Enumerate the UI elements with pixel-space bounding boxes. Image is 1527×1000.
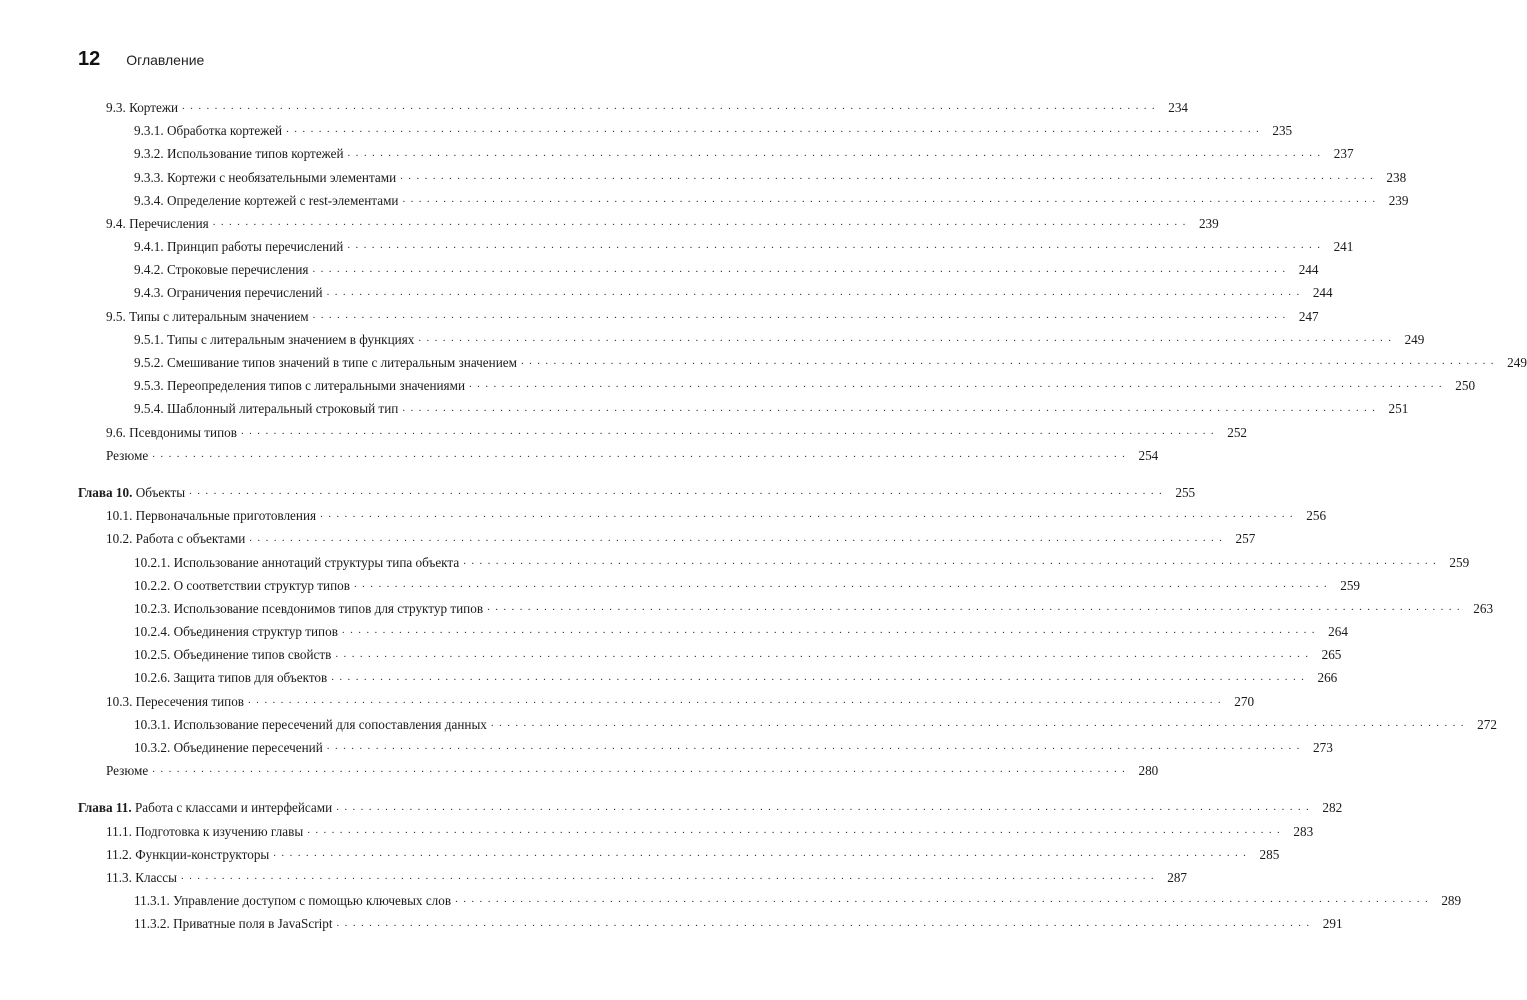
dot-leader: ........................................................................................................................ bbox=[336, 916, 1315, 929]
toc-entry[interactable] bbox=[0, 233, 1354, 256]
dot-leader: ........................................................................................................................ bbox=[490, 717, 1469, 730]
toc-entry-title: Классы bbox=[135, 869, 177, 885]
dot-leader: ........................................................................................................................ bbox=[273, 847, 1252, 859]
toc-entry-label bbox=[134, 556, 459, 569]
toc-entry-title: Функции-конструкторы bbox=[135, 846, 270, 862]
toc-entry[interactable] bbox=[0, 595, 1494, 618]
dot-leader: ........................................................................................................................ bbox=[286, 123, 1265, 136]
toc-entry[interactable] bbox=[0, 864, 1187, 887]
toc-entry-page: 255 bbox=[1175, 484, 1196, 500]
dot-leader: ........................................................................................................................ bbox=[341, 624, 1320, 637]
chapter-gap bbox=[0, 465, 708, 479]
toc-entry-label bbox=[106, 509, 316, 522]
dot-leader: ........................................................................................................................ bbox=[326, 285, 1305, 298]
toc-entry-number: 11.1. bbox=[106, 823, 132, 839]
toc-entry-title: Псевдонимы типов bbox=[129, 424, 237, 440]
toc-entry-title: Ограничения перечислений bbox=[166, 285, 323, 301]
toc-entry-label bbox=[134, 402, 398, 415]
toc-entry-title: Смешивание типов значений в типе с литеральным значением bbox=[166, 355, 517, 371]
toc-chapter-group bbox=[0, 794, 1462, 933]
toc-entry-title: Использование аннотаций структуры типа объекта bbox=[173, 554, 460, 570]
toc-entry-label bbox=[134, 917, 333, 930]
toc-entry[interactable] bbox=[0, 164, 1407, 187]
toc-entry-title: Типы с литеральным значением bbox=[129, 308, 309, 324]
page-number: 12 bbox=[78, 48, 101, 70]
toc-entry[interactable] bbox=[0, 525, 1256, 548]
toc-entry-page: 239 bbox=[1388, 192, 1409, 208]
toc-entry-page: 285 bbox=[1259, 846, 1280, 862]
dot-leader: ........................................................................................................................ bbox=[400, 169, 1379, 182]
toc-entry[interactable] bbox=[0, 734, 1333, 757]
chapter-gap bbox=[0, 780, 708, 794]
dot-leader: ........................................................................................................................ bbox=[347, 239, 1326, 252]
toc-entry-number: 9.5.3. bbox=[134, 378, 164, 394]
toc-entry-label bbox=[106, 426, 237, 439]
running-title: Оглавление bbox=[126, 52, 205, 68]
toc-entry-label bbox=[106, 101, 178, 114]
toc-entry[interactable] bbox=[0, 303, 1319, 326]
toc-entry-title: Объединение пересечений bbox=[173, 740, 323, 756]
toc-entry-title: Переопределения типов с литеральными значениями bbox=[166, 378, 466, 394]
dot-leader: ........................................................................................................................ bbox=[326, 740, 1305, 753]
dot-leader: ........................................................................................................................ bbox=[335, 647, 1314, 660]
toc-entry[interactable] bbox=[0, 395, 1409, 418]
toc-entry-number: 10.3.1. bbox=[134, 716, 171, 732]
toc-entry-page: 244 bbox=[1298, 262, 1319, 278]
toc-entry-page: 289 bbox=[1441, 893, 1462, 909]
toc-entry-label bbox=[106, 764, 148, 777]
dot-leader: ........................................................................................................................ bbox=[312, 308, 1291, 321]
toc-entry[interactable] bbox=[0, 280, 1333, 303]
toc-entry-title: Резюме bbox=[106, 763, 149, 779]
toc-entry-number: 11.3. bbox=[106, 869, 132, 885]
toc-entry[interactable] bbox=[0, 140, 1354, 163]
toc-entry-label bbox=[134, 263, 308, 276]
dot-leader: ........................................................................................................................ bbox=[152, 448, 1131, 460]
toc-entry[interactable] bbox=[0, 256, 1319, 279]
dot-leader: ........................................................................................................................ bbox=[189, 485, 1168, 498]
toc-entry[interactable] bbox=[0, 442, 1159, 465]
toc-entry-number: 9.5.2. bbox=[134, 355, 164, 371]
toc-entry[interactable] bbox=[0, 887, 1462, 910]
page-header bbox=[78, 48, 204, 76]
toc-entry-page: 280 bbox=[1138, 763, 1159, 779]
toc-entry-number: 10.2.5. bbox=[134, 647, 171, 663]
toc-entry-number: 9.3.2. bbox=[134, 146, 164, 162]
toc-entry[interactable] bbox=[0, 187, 1409, 210]
toc-entry-title: Использование псевдонимов типов для структур типов bbox=[173, 600, 484, 616]
toc-entry-number: 10.3. bbox=[106, 693, 133, 709]
toc-entry-number: 10.3.2. bbox=[134, 740, 171, 756]
toc-entry-page: 249 bbox=[1507, 355, 1527, 371]
dot-leader: ........................................................................................................................ bbox=[331, 670, 1310, 683]
toc-entry-page: 247 bbox=[1298, 308, 1319, 324]
toc-entry-title: Пересечения типов bbox=[135, 693, 245, 709]
toc-entry[interactable] bbox=[0, 910, 1343, 933]
toc-entry-label bbox=[134, 356, 517, 369]
toc-entry[interactable] bbox=[0, 711, 1497, 734]
toc-entry-number: 10.2.4. bbox=[134, 624, 171, 640]
dot-leader: ........................................................................................................................ bbox=[487, 601, 1466, 614]
toc-entry-number: 10.2. bbox=[106, 531, 133, 547]
toc-entry[interactable] bbox=[0, 794, 1343, 817]
dot-leader: ........................................................................................................................ bbox=[469, 378, 1448, 391]
toc-entry-title: Кортежи с необязательными элементами bbox=[166, 169, 397, 185]
toc-entry-title: Подготовка к изучению главы bbox=[135, 823, 304, 839]
toc-entry[interactable] bbox=[0, 94, 1189, 117]
toc-entry-number: 9.5.4. bbox=[134, 401, 164, 417]
toc-entry[interactable] bbox=[0, 117, 1293, 140]
toc-entry-page: 265 bbox=[1321, 647, 1342, 663]
toc-entry-label bbox=[106, 532, 245, 545]
dot-leader: ........................................................................................................................ bbox=[402, 192, 1381, 205]
dot-leader: ........................................................................................................................ bbox=[520, 355, 1499, 368]
toc-entry-number: 10.1. bbox=[106, 508, 133, 524]
toc-entry-number: 9.3. bbox=[106, 99, 126, 115]
toc-entry-label bbox=[106, 310, 309, 323]
toc-entry[interactable] bbox=[0, 818, 1314, 841]
dot-leader: ........................................................................................................................ bbox=[347, 146, 1326, 159]
toc-entry-page: 283 bbox=[1293, 823, 1314, 839]
toc-entry[interactable] bbox=[0, 502, 1327, 525]
toc-entry-page: 250 bbox=[1455, 378, 1476, 394]
toc-entry-title: О соответствии структур типов bbox=[173, 577, 350, 593]
toc-entry-page: 257 bbox=[1235, 531, 1256, 547]
toc-entry-title: Работа с классами и интерфейсами bbox=[134, 800, 333, 816]
toc-entry-label bbox=[106, 825, 303, 838]
toc-entry-label bbox=[134, 718, 487, 731]
toc-entry-page: 287 bbox=[1167, 869, 1187, 885]
toc-chapter-group bbox=[0, 94, 1527, 465]
toc-entry-label bbox=[106, 695, 244, 708]
toc-entry-number: 9.6. bbox=[106, 424, 126, 440]
toc-entry-label bbox=[106, 217, 209, 230]
toc-entry-label bbox=[134, 333, 414, 346]
toc-entry-title: Использование пересечений для сопоставления данных bbox=[173, 716, 487, 732]
toc-entry-page: 237 bbox=[1333, 146, 1354, 162]
toc-entry-page: 254 bbox=[1138, 447, 1159, 463]
toc-entry-label bbox=[78, 801, 332, 814]
dot-leader: ........................................................................................................................ bbox=[354, 577, 1332, 590]
toc-entry-title: Строковые перечисления bbox=[166, 262, 309, 278]
toc-entry-page: 234 bbox=[1168, 99, 1189, 115]
toc-entry-title: Перечисления bbox=[129, 215, 209, 231]
toc-entry-page: 251 bbox=[1388, 401, 1409, 417]
dot-leader: ........................................................................................................................ bbox=[307, 823, 1286, 836]
toc-entry-page: 272 bbox=[1477, 716, 1497, 732]
toc-entry[interactable] bbox=[0, 841, 1280, 864]
toc-entry-page: 241 bbox=[1333, 239, 1354, 255]
toc-entry-page: 256 bbox=[1306, 508, 1327, 524]
toc-entry-page: 291 bbox=[1322, 916, 1343, 932]
toc-entry-label bbox=[106, 848, 269, 861]
toc-entry-number: 11.3.2. bbox=[134, 916, 170, 932]
toc-entry-title: Определение кортежей с rest-элементами bbox=[166, 192, 399, 208]
table-of-contents bbox=[0, 94, 1527, 934]
dot-leader: ........................................................................................................................ bbox=[181, 870, 1159, 883]
toc-entry-page: 244 bbox=[1312, 285, 1333, 301]
toc-entry-label bbox=[134, 579, 350, 592]
toc-entry-title: Первоначальные приготовления bbox=[135, 508, 317, 524]
toc-entry-label bbox=[78, 486, 185, 499]
toc-entry[interactable] bbox=[0, 419, 1247, 442]
dot-leader: ........................................................................................................................ bbox=[241, 424, 1219, 437]
toc-entry-title: Объекты bbox=[135, 484, 186, 500]
toc-entry[interactable] bbox=[0, 349, 1527, 372]
toc-entry-page: 266 bbox=[1317, 670, 1338, 686]
toc-entry-label bbox=[134, 671, 327, 684]
dot-leader: ........................................................................................................................ bbox=[152, 763, 1131, 776]
toc-entry-number: Глава 10. bbox=[78, 484, 133, 500]
toc-entry[interactable] bbox=[0, 665, 1338, 688]
toc-entry[interactable] bbox=[0, 688, 1255, 711]
toc-entry-label bbox=[134, 240, 343, 253]
toc-entry-number: 9.5. bbox=[106, 308, 126, 324]
dot-leader: ........................................................................................................................ bbox=[402, 401, 1381, 414]
toc-entry[interactable] bbox=[0, 326, 1425, 349]
toc-entry-label bbox=[134, 894, 451, 907]
toc-entry-number: 9.3.1. bbox=[134, 123, 164, 139]
dot-leader: ........................................................................................................................ bbox=[320, 508, 1299, 521]
toc-entry-label bbox=[134, 286, 323, 299]
toc-entry-page: 273 bbox=[1313, 740, 1333, 756]
toc-entry-number: 10.2.1. bbox=[134, 554, 171, 570]
toc-entry-number: 10.2.3. bbox=[134, 600, 171, 616]
dot-leader: ........................................................................................................................ bbox=[312, 262, 1291, 275]
dot-leader: ........................................................................................................................ bbox=[455, 893, 1434, 906]
toc-entry-title: Объединения структур типов bbox=[173, 624, 338, 640]
toc-entry[interactable] bbox=[0, 372, 1476, 395]
toc-entry-page: 282 bbox=[1322, 800, 1343, 816]
toc-entry-title: Резюме bbox=[106, 447, 149, 463]
dot-leader: ........................................................................................................................ bbox=[418, 332, 1397, 345]
toc-entry-label bbox=[134, 147, 344, 160]
toc-entry-label bbox=[134, 171, 396, 184]
toc-entry-label bbox=[134, 741, 323, 754]
toc-entry-page: 259 bbox=[1340, 577, 1360, 593]
toc-entry-title: Обработка кортежей bbox=[166, 123, 283, 139]
dot-leader: ........................................................................................................................ bbox=[212, 216, 1191, 229]
toc-entry-number: 9.4.1. bbox=[134, 239, 164, 255]
toc-entry[interactable] bbox=[0, 549, 1470, 572]
toc-entry-title: Объединение типов свойств bbox=[173, 647, 332, 663]
toc-entry-label bbox=[134, 124, 282, 137]
toc-entry-title: Управление доступом с помощью ключевых слов bbox=[173, 893, 452, 909]
toc-entry-number: 9.4.2. bbox=[134, 262, 164, 278]
toc-entry-page: 239 bbox=[1198, 215, 1219, 231]
toc-entry-number: 11.3.1. bbox=[134, 893, 170, 909]
toc-entry-title: Приватные поля в JavaScript bbox=[173, 916, 333, 932]
toc-entry-number: 10.2.6. bbox=[134, 670, 171, 686]
toc-entry-label bbox=[106, 449, 148, 462]
dot-leader: ........................................................................................................................ bbox=[463, 554, 1442, 567]
toc-entry-title: Кортежи bbox=[129, 99, 179, 115]
toc-entry-number: 9.4.3. bbox=[134, 285, 164, 301]
toc-entry-title: Типы с литеральным значением в функциях bbox=[166, 331, 415, 347]
toc-entry-title: Работа с объектами bbox=[135, 531, 246, 547]
toc-entry-number: 11.2. bbox=[106, 846, 132, 862]
toc-entry[interactable] bbox=[0, 210, 1219, 233]
toc-entry-label bbox=[134, 648, 331, 661]
toc-entry-label bbox=[134, 194, 398, 207]
toc-entry-page: 238 bbox=[1386, 169, 1407, 185]
toc-entry[interactable] bbox=[0, 618, 1348, 641]
dot-leader: ........................................................................................................................ bbox=[182, 100, 1161, 113]
toc-entry-page: 235 bbox=[1272, 123, 1293, 139]
toc-entry-number: 9.5.1. bbox=[134, 331, 164, 347]
dot-leader: ........................................................................................................................ bbox=[248, 693, 1227, 706]
toc-entry[interactable] bbox=[0, 641, 1342, 664]
toc-entry-number: Глава 11. bbox=[78, 800, 132, 816]
toc-entry-label bbox=[134, 625, 338, 638]
toc-entry-label bbox=[134, 602, 483, 615]
toc-entry[interactable] bbox=[0, 572, 1360, 595]
toc-entry[interactable] bbox=[0, 479, 1196, 502]
toc-entry-page: 270 bbox=[1234, 693, 1255, 709]
dot-leader: ........................................................................................................................ bbox=[249, 531, 1228, 544]
toc-entry-number: 9.3.4. bbox=[134, 192, 164, 208]
toc-entry-number: 9.4. bbox=[106, 215, 126, 231]
toc-entry-title: Шаблонный литеральный строковый тип bbox=[166, 401, 399, 417]
toc-entry-number: 9.3.3. bbox=[134, 169, 164, 185]
toc-entry-label bbox=[106, 871, 177, 884]
dot-leader: ........................................................................................................................ bbox=[336, 800, 1315, 813]
toc-entry-page: 252 bbox=[1227, 424, 1247, 440]
toc-entry-page: 249 bbox=[1404, 331, 1425, 347]
toc-entry[interactable] bbox=[0, 757, 1159, 780]
toc-entry-label bbox=[134, 379, 465, 392]
toc-entry-page: 263 bbox=[1473, 600, 1494, 616]
toc-entry-title: Принцип работы перечислений bbox=[166, 239, 344, 255]
toc-entry-title: Защита типов для объектов bbox=[173, 670, 328, 686]
toc-entry-number: 10.2.2. bbox=[134, 577, 171, 593]
toc-entry-page: 264 bbox=[1328, 624, 1348, 640]
toc-chapter-group bbox=[0, 479, 1497, 780]
toc-entry-title: Использование типов кортежей bbox=[166, 146, 344, 162]
toc-entry-page: 259 bbox=[1449, 554, 1470, 570]
